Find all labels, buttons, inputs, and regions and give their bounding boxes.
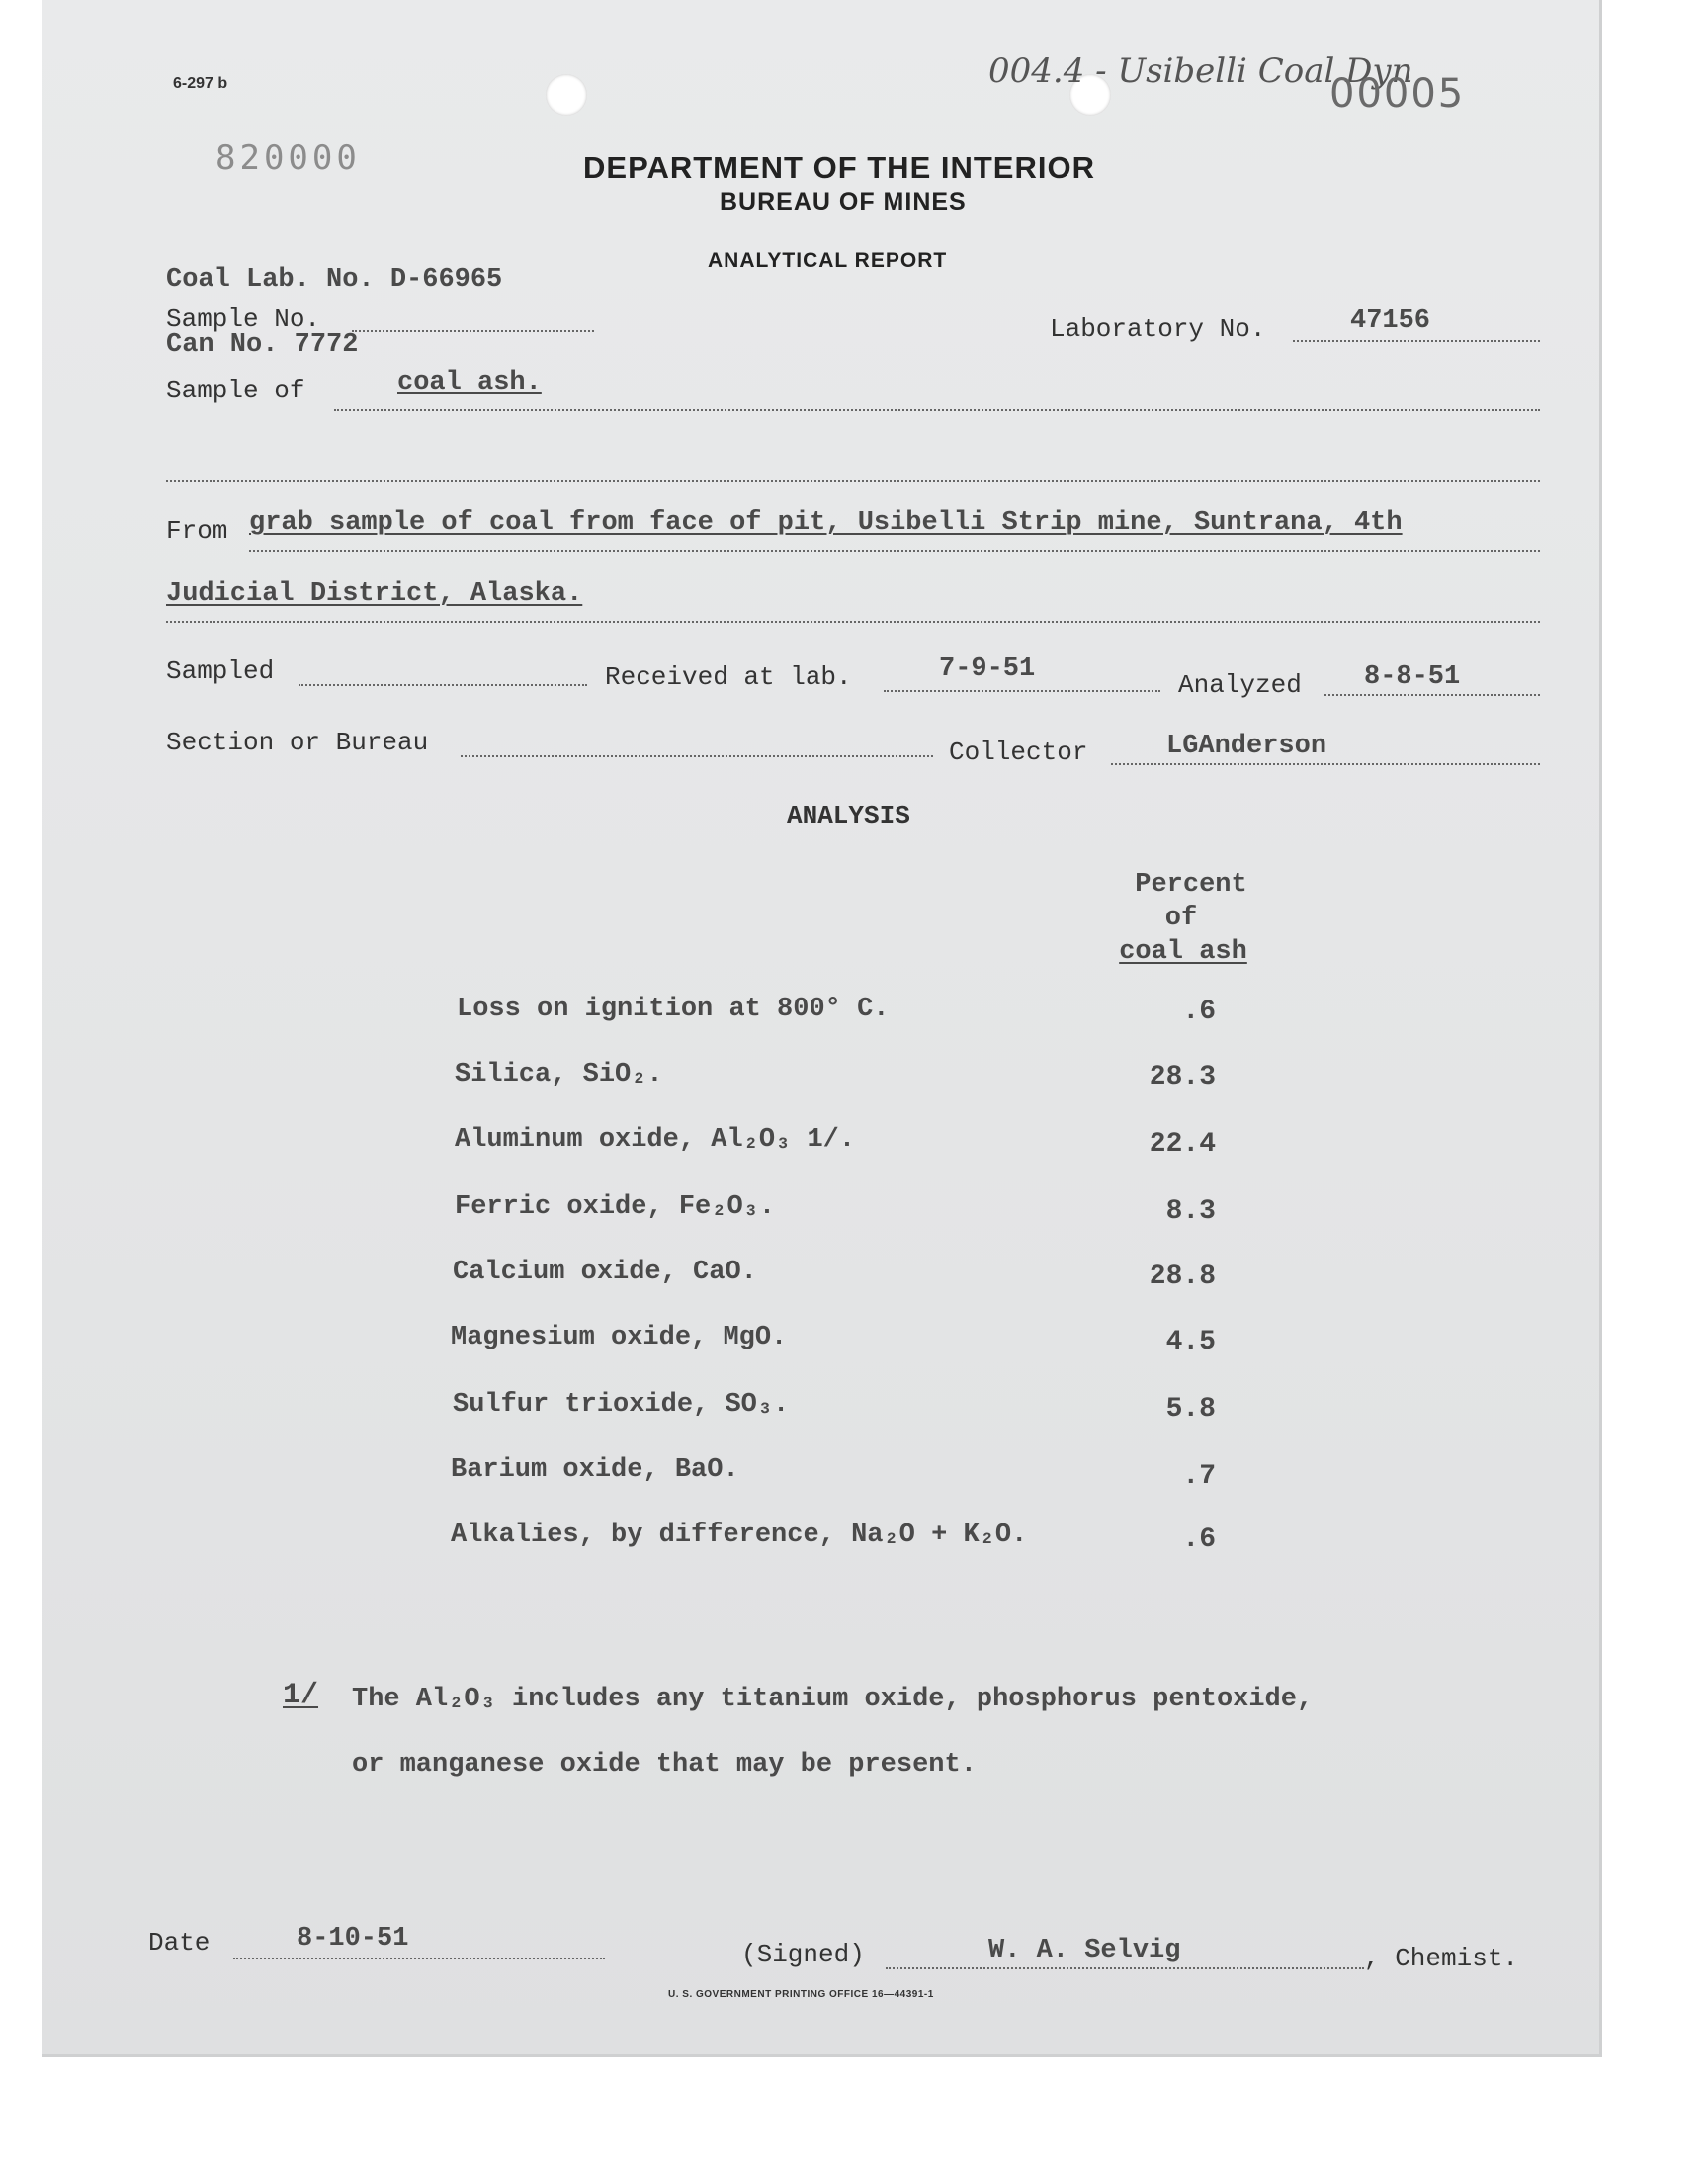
table-row-value: .7 [1182,1461,1216,1492]
sampled-line [299,684,587,686]
collector-label: Collector [949,738,1088,767]
received-value: 7-9-51 [939,654,1036,684]
footnote-line1: The Al₂O₃ includes any titanium oxide, phosphorus pentoxide, [352,1685,1314,1714]
sample-of-line [334,409,1540,411]
coal-lab-no: Coal Lab. No. D-66965 [166,265,503,295]
department-title: DEPARTMENT OF THE INTERIOR [583,150,1095,185]
received-label: Received at lab. [605,662,852,692]
laboratory-no-line [1293,340,1540,342]
analyzed-label: Analyzed [1178,670,1302,700]
table-row-label: Alkalies, by difference, Na₂O + K₂O. [451,1521,1028,1550]
from-line [249,550,1540,552]
stamp-number: 820000 [215,138,361,178]
table-row-label: Silica, SiO₂. [455,1060,663,1089]
table-row-label: Magnesium oxide, MgO. [451,1323,788,1352]
section-label: Section or Bureau [166,728,429,757]
table-row-label: Barium oxide, BaO. [451,1455,739,1485]
date-label: Date [148,1928,211,1958]
analysis-title: ANALYSIS [787,801,910,830]
table-row-value: 5.8 [1165,1394,1216,1425]
sample-no-line [352,330,594,332]
table-row-label: Calcium oxide, CaO. [453,1258,757,1287]
laboratory-no-value: 47156 [1350,306,1431,336]
signature-line [886,1967,1364,1969]
analyzed-value: 8-8-51 [1364,662,1461,692]
column-head-line2: of [1164,904,1198,933]
date-value: 8-10-51 [297,1924,409,1954]
sampled-label: Sampled [166,656,275,686]
report-title: ANALYTICAL REPORT [708,249,948,272]
column-head-line1: Percent [1135,870,1247,900]
table-row-value: 28.8 [1149,1262,1216,1292]
form-number: 6-297 b [173,75,228,92]
can-no: Can No. 7772 [166,330,359,360]
table-row-value: 28.3 [1149,1062,1216,1092]
from-line-2 [166,621,1540,623]
footnote-marker: 1/ [283,1679,319,1712]
section-line [461,755,933,757]
signed-value: W. A. Selvig [988,1936,1181,1965]
table-row-label: Sulfur trioxide, SO₃. [453,1390,790,1420]
sample-of-label: Sample of [166,376,305,405]
received-line [884,690,1160,692]
table-row-value: .6 [1182,1524,1216,1555]
handwritten-note: 004.4 - Usibelli Coal Dyn [988,51,1413,91]
footnote-line2: or manganese oxide that may be present. [352,1750,977,1780]
sample-no-label: Sample No. [166,304,321,334]
handwritten-number: 00005 [1329,71,1466,117]
table-row-label: Loss on ignition at 800° C. [457,995,890,1024]
chemist-title: , Chemist. [1364,1944,1519,1973]
table-row-value: 4.5 [1165,1327,1216,1357]
column-head-line3: coal ash [1119,937,1247,967]
from-label: From [166,516,228,546]
printing-office: U. S. GOVERNMENT PRINTING OFFICE 16—44391-1 [668,1989,934,2000]
date-line [233,1958,605,1959]
punch-hole [546,74,587,116]
table-row-value: 22.4 [1149,1129,1216,1160]
table-row-value: 8.3 [1165,1196,1216,1227]
sample-of-value: coal ash. [397,368,542,397]
table-row-value: .6 [1182,997,1216,1027]
from-value-line2: Judicial District, Alaska. [166,579,583,609]
signed-label: (Signed) [741,1940,865,1969]
collector-line [1111,763,1540,765]
bureau-title: BUREAU OF MINES [720,188,967,216]
table-row-label: Ferric oxide, Fe₂O₃. [455,1192,776,1222]
from-value-line1: grab sample of coal from face of pit, Usibelli Strip mine, Suntrana, 4th [249,508,1403,538]
collector-value: LGAnderson [1166,732,1327,761]
sample-of-line-2 [166,480,1540,482]
table-row-label: Aluminum oxide, Al₂O₃ 1/. [455,1125,856,1155]
laboratory-no-label: Laboratory No. [1050,314,1266,344]
analyzed-line [1324,694,1540,696]
